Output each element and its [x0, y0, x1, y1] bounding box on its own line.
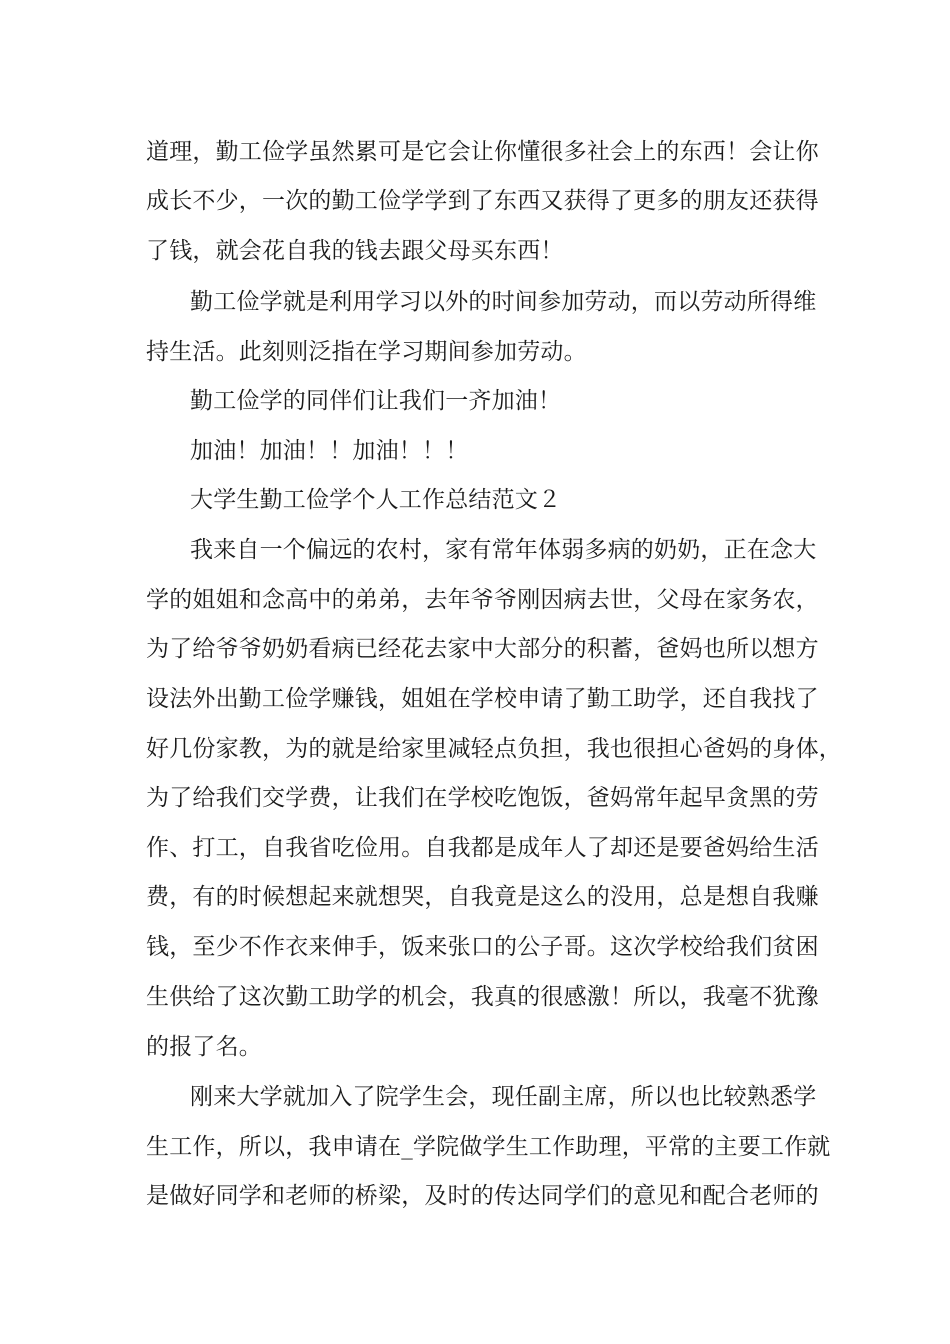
text-line: 是做好同学和老师的桥梁，及时的传达同学们的意见和配合老师的	[146, 1183, 819, 1209]
text-line: 的报了名。	[146, 1034, 262, 1060]
paragraph-start-line: 刚来大学就加入了院学生会，现任副主席，所以也比较熟悉学	[190, 1084, 817, 1110]
text-line: 设法外出勤工俭学赚钱，姐姐在学校申请了勤工助学，还自我找了	[146, 686, 819, 712]
text-line: 作、打工，自我省吃俭用。自我都是成年人了却还是要爸妈给生活	[146, 835, 819, 861]
text-line: 生工作，所以，我申请在_学院做学生工作助理，平常的主要工作就	[146, 1134, 831, 1160]
paragraph-start-line: 勤工俭学就是利用学习以外的时间参加劳动，而以劳动所得维	[190, 289, 817, 315]
paragraph-start-line: 我来自一个偏远的农村，家有常年体弱多病的奶奶，正在念大	[190, 537, 817, 563]
text-line: 了钱，就会花自我的钱去跟父母买东西！	[146, 238, 564, 264]
text-line: 为了给爷爷奶奶看病已经花去家中大部分的积蓄，爸妈也所以想方	[146, 636, 819, 662]
text-line: 生供给了这次勤工助学的机会，我真的很感激！所以，我毫不犹豫	[146, 984, 819, 1010]
section-heading: 大学生勤工俭学个人工作总结范文２	[190, 487, 562, 513]
text-line: 好几份家教，为的就是给家里减轻点负担，我也很担心爸妈的身体，	[146, 736, 842, 762]
paragraph-start-line: 勤工俭学的同伴们让我们一齐加油！	[190, 388, 562, 414]
text-line: 学的姐姐和念高中的弟弟，去年爷爷刚因病去世，父母在家务农，	[146, 587, 819, 613]
text-line: 成长不少，一次的勤工俭学学到了东西又获得了更多的朋友还获得	[146, 188, 819, 214]
text-line: 持生活。此刻则泛指在学习期间参加劳动。	[146, 339, 587, 365]
text-line: 道理，勤工俭学虽然累可是它会让你懂很多社会上的东西！会让你	[146, 139, 819, 165]
text-line: 钱，至少不作衣来伸手，饭来张口的公子哥。这次学校给我们贫困	[146, 934, 819, 960]
text-line: 为了给我们交学费，让我们在学校吃饱饭，爸妈常年起早贪黑的劳	[146, 785, 819, 811]
paragraph-start-line: 加油！加油！！加油！！！	[190, 438, 469, 464]
text-line: 费，有的时候想起来就想哭，自我竟是这么的没用，总是想自我赚	[146, 884, 819, 910]
